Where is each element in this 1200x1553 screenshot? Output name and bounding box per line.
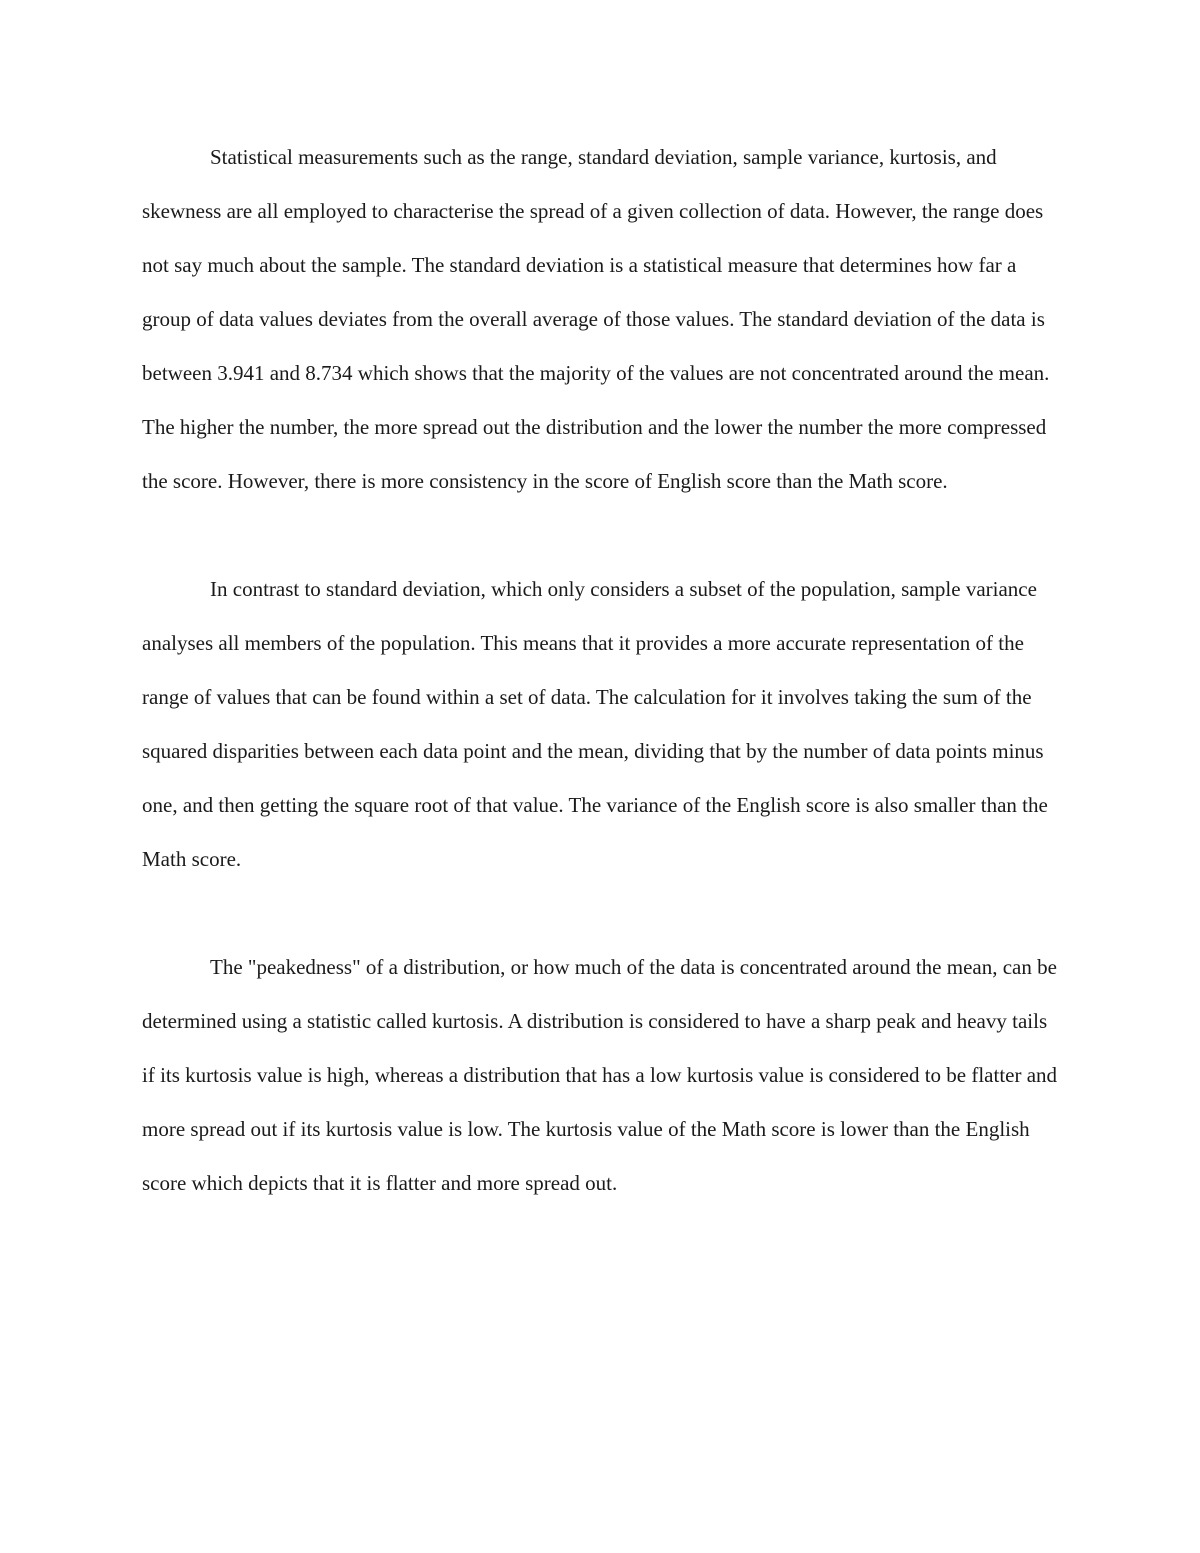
paragraph-kurtosis: The "peakedness" of a distribution, or how much of the data is concentrated around the mean, can be determined using a statistic called kurtosis. A distribution is considered to have a sharp peak and heavy tails if its kurtosis value is high, whereas a distribution that has a low kurtosis value is considered to be flatter and more spread out if its kurtosis value is low. The kurtosis value of the Math score is lower than the English score which depicts that it is flatter and more spread out. (142, 955, 1058, 1195)
document-body (142, 130, 1060, 1210)
paragraph-spread-measures: Statistical measurements such as the range, standard deviation, sample variance, kurtosis, and skewness are all employed to characterise the spread of a given collection of data. However, the range does not say much about the sample. The standard deviation is a statistical measure that determines how far a group of data values deviates from the overall average of those values. The standard deviation of the data is between 3.941 and 8.734 which shows that the majority of the values are not concentrated around the mean. The higher the number, the more spread out the distribution and the lower the number the more compressed the score. However, there is more consistency in the score of English score than the Math score. (142, 145, 1050, 493)
paragraph-sample-variance: In contrast to standard deviation, which only considers a subset of the population, sample variance analyses all members of the population. This means that it provides a more accurate representation of the range of values that can be found within a set of data. The calculation for it involves taking the sum of the squared disparities between each data point and the mean, dividing that by the number of data points minus one, and then getting the square root of that value. The variance of the English score is also smaller than the Math score. (142, 577, 1048, 871)
